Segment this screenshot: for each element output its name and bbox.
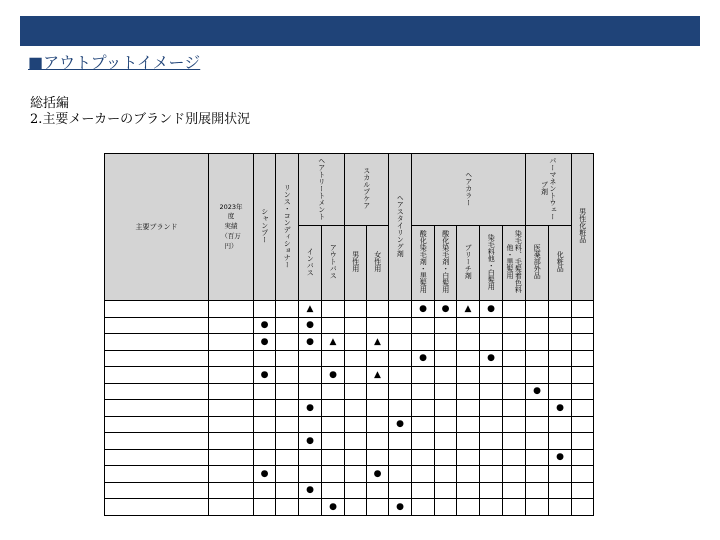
mark-cell (572, 301, 594, 318)
mark-cell (572, 433, 594, 450)
mark-cell: ● (254, 466, 276, 483)
mark-cell (526, 482, 549, 499)
brand-header: 主要ブランド (105, 154, 209, 301)
mark-cell (254, 383, 276, 400)
mark-cell (345, 301, 367, 318)
mark-cell (299, 350, 322, 367)
perf-cell (209, 350, 254, 367)
mark-cell (526, 350, 549, 367)
mark-cell (457, 482, 480, 499)
perf-cell (209, 301, 254, 318)
mark-cell (322, 383, 345, 400)
mark-cell: ● (254, 367, 276, 384)
mark-cell (480, 400, 503, 417)
mark-cell (457, 466, 480, 483)
mark-cell (276, 482, 299, 499)
header-hc-dye-black: 染毛料、毛髪着色料他・黒髪用 (503, 226, 526, 301)
mark-cell (322, 482, 345, 499)
table-row (105, 499, 594, 516)
mark-cell: ● (299, 433, 322, 450)
mark-cell (503, 367, 526, 384)
brand-cell (105, 416, 209, 433)
perf-cell (209, 383, 254, 400)
perf-cell (209, 317, 254, 334)
brand-matrix-table (104, 153, 594, 516)
header-hc-black: 酸化染毛剤・黒髪用 (412, 226, 435, 301)
perf-cell (209, 334, 254, 351)
mark-cell (503, 350, 526, 367)
mark-cell (435, 334, 457, 351)
mark-cell: ● (526, 383, 549, 400)
mark-cell (345, 317, 367, 334)
mark-cell (322, 317, 345, 334)
header-perm: パーマネントウェーブ剤 (526, 154, 572, 226)
mark-cell (457, 499, 480, 516)
mark-cell (367, 449, 389, 466)
mark-cell (457, 367, 480, 384)
header-quasi-drug: 医薬部外品 (526, 226, 549, 301)
mark-cell (435, 433, 457, 450)
mark-cell (412, 400, 435, 417)
header-mens: 男性化粧品 (572, 154, 594, 301)
mark-cell (276, 367, 299, 384)
mark-cell (503, 416, 526, 433)
mark-cell (457, 383, 480, 400)
brand-cell (105, 400, 209, 417)
mark-cell: ▲ (367, 334, 389, 351)
mark-cell (389, 334, 412, 351)
mark-cell: ● (480, 301, 503, 318)
mark-cell (435, 416, 457, 433)
mark-cell (412, 433, 435, 450)
header-male: 男性用 (345, 226, 367, 301)
mark-cell (389, 466, 412, 483)
mark-cell (389, 400, 412, 417)
mark-cell (254, 499, 276, 516)
mark-cell (276, 466, 299, 483)
mark-cell: ● (549, 400, 572, 417)
mark-cell (322, 466, 345, 483)
header-banner (20, 16, 700, 46)
mark-cell: ● (412, 301, 435, 318)
mark-cell (345, 416, 367, 433)
mark-cell (435, 350, 457, 367)
mark-cell (503, 449, 526, 466)
mark-cell: ▲ (367, 367, 389, 384)
mark-cell (480, 334, 503, 351)
mark-cell (322, 449, 345, 466)
mark-cell (254, 350, 276, 367)
mark-cell (549, 499, 572, 516)
mark-cell (389, 449, 412, 466)
header-hc-dye-white: 染毛料他・白髪用 (480, 226, 503, 301)
mark-cell (367, 499, 389, 516)
table-row (105, 400, 594, 417)
mark-cell (503, 317, 526, 334)
perf-cell (209, 499, 254, 516)
mark-cell (572, 383, 594, 400)
mark-cell (572, 350, 594, 367)
header-cosmetic: 化粧品 (549, 226, 572, 301)
mark-cell (435, 482, 457, 499)
mark-cell (549, 334, 572, 351)
mark-cell: ▲ (299, 301, 322, 318)
mark-cell (276, 499, 299, 516)
mark-cell: ▲ (457, 301, 480, 318)
mark-cell (367, 416, 389, 433)
mark-cell (457, 449, 480, 466)
mark-cell: ● (299, 334, 322, 351)
perf-cell (209, 482, 254, 499)
mark-cell (457, 400, 480, 417)
mark-cell (457, 416, 480, 433)
perf-cell (209, 367, 254, 384)
table-row (105, 383, 594, 400)
mark-cell (389, 350, 412, 367)
mark-cell (412, 317, 435, 334)
mark-cell (549, 383, 572, 400)
mark-cell (367, 301, 389, 318)
mark-cell (412, 334, 435, 351)
mark-cell (322, 416, 345, 433)
mark-cell (549, 317, 572, 334)
mark-cell (299, 383, 322, 400)
mark-cell (572, 334, 594, 351)
mark-cell (345, 449, 367, 466)
mark-cell (435, 383, 457, 400)
mark-cell (254, 416, 276, 433)
mark-cell (572, 482, 594, 499)
mark-cell (299, 466, 322, 483)
mark-cell (276, 383, 299, 400)
mark-cell (480, 416, 503, 433)
mark-cell (480, 449, 503, 466)
mark-cell (549, 433, 572, 450)
mark-cell (572, 317, 594, 334)
perf-cell (209, 416, 254, 433)
mark-cell: ● (549, 449, 572, 466)
mark-cell: ● (322, 367, 345, 384)
mark-cell (389, 482, 412, 499)
header-inbath: インバス (299, 226, 322, 301)
mark-cell (572, 367, 594, 384)
brand-cell (105, 301, 209, 318)
mark-cell (276, 433, 299, 450)
table-row (105, 416, 594, 433)
mark-cell (412, 499, 435, 516)
mark-cell (549, 416, 572, 433)
header-outbath: アウトバス (322, 226, 345, 301)
mark-cell (503, 482, 526, 499)
mark-cell (276, 350, 299, 367)
mark-cell (435, 499, 457, 516)
table-row (105, 350, 594, 367)
mark-cell (299, 416, 322, 433)
mark-cell (389, 433, 412, 450)
table-row (105, 334, 594, 351)
mark-cell (549, 367, 572, 384)
mark-cell (435, 317, 457, 334)
mark-cell (412, 482, 435, 499)
mark-cell (276, 400, 299, 417)
brand-cell (105, 317, 209, 334)
mark-cell: ● (299, 400, 322, 417)
mark-cell (299, 367, 322, 384)
section-title-link[interactable]: ■アウトプットイメージ (28, 53, 201, 72)
mark-cell (526, 416, 549, 433)
mark-cell (572, 499, 594, 516)
mark-cell (435, 367, 457, 384)
mark-cell: ● (389, 499, 412, 516)
brand-cell (105, 334, 209, 351)
mark-cell (254, 400, 276, 417)
mark-cell (299, 499, 322, 516)
mark-cell (457, 433, 480, 450)
mark-cell (526, 301, 549, 318)
mark-cell (345, 433, 367, 450)
brand-cell (105, 350, 209, 367)
perf-cell (209, 449, 254, 466)
mark-cell (254, 482, 276, 499)
mark-cell (457, 334, 480, 351)
mark-cell (345, 482, 367, 499)
table-row (105, 433, 594, 450)
mark-cell (389, 301, 412, 318)
mark-cell (367, 400, 389, 417)
mark-cell (345, 334, 367, 351)
mark-cell (480, 383, 503, 400)
mark-cell (254, 433, 276, 450)
mark-cell (549, 301, 572, 318)
mark-cell (412, 466, 435, 483)
mark-cell (412, 416, 435, 433)
mark-cell (526, 499, 549, 516)
mark-cell (503, 499, 526, 516)
mark-cell (526, 449, 549, 466)
mark-cell (389, 317, 412, 334)
mark-cell (276, 317, 299, 334)
mark-cell (526, 317, 549, 334)
mark-cell (503, 433, 526, 450)
mark-cell (367, 433, 389, 450)
mark-cell: ● (435, 301, 457, 318)
mark-cell (526, 334, 549, 351)
header-hc-bleach: ブリーチ剤 (457, 226, 480, 301)
header-treatment: ヘアトリートメント (299, 154, 345, 226)
header-hc-white: 酸化染毛剤・白髪用 (435, 226, 457, 301)
mark-cell (345, 383, 367, 400)
mark-cell (480, 433, 503, 450)
header-styling: ヘアスタイリング剤 (389, 154, 412, 301)
heading-subtitle: 2.主要メーカーのブランド別展開状況 (30, 112, 251, 127)
mark-cell (435, 449, 457, 466)
mark-cell: ● (367, 466, 389, 483)
mark-cell (480, 482, 503, 499)
mark-cell (276, 449, 299, 466)
header-haircolor: ヘアカラー (412, 154, 526, 226)
mark-cell (345, 400, 367, 417)
mark-cell (345, 350, 367, 367)
brand-cell (105, 367, 209, 384)
mark-cell (549, 350, 572, 367)
mark-cell (526, 367, 549, 384)
mark-cell (503, 466, 526, 483)
mark-cell (480, 499, 503, 516)
mark-cell: ● (299, 482, 322, 499)
mark-cell (412, 367, 435, 384)
mark-cell (367, 482, 389, 499)
mark-cell (526, 400, 549, 417)
mark-cell (572, 466, 594, 483)
mark-cell (322, 433, 345, 450)
mark-cell (276, 334, 299, 351)
mark-cell (526, 466, 549, 483)
mark-cell (299, 449, 322, 466)
mark-cell (503, 400, 526, 417)
brand-cell (105, 383, 209, 400)
mark-cell (572, 400, 594, 417)
mark-cell (367, 383, 389, 400)
brand-cell (105, 466, 209, 483)
brand-cell (105, 433, 209, 450)
mark-cell (480, 317, 503, 334)
table-row (105, 317, 594, 334)
mark-cell (322, 301, 345, 318)
mark-cell (412, 449, 435, 466)
mark-cell (367, 317, 389, 334)
header-shampoo: シャンプー (254, 154, 276, 301)
mark-cell (549, 482, 572, 499)
mark-cell: ● (412, 350, 435, 367)
mark-cell (345, 499, 367, 516)
mark-cell: ● (254, 334, 276, 351)
table-row (105, 301, 594, 318)
perf-cell (209, 466, 254, 483)
table-row (105, 367, 594, 384)
mark-cell (503, 334, 526, 351)
table-row (105, 482, 594, 499)
header-rinse: リンス・コンディショナー (276, 154, 299, 301)
mark-cell (526, 433, 549, 450)
mark-cell (435, 466, 457, 483)
mark-cell (276, 416, 299, 433)
mark-cell (389, 367, 412, 384)
mark-cell (480, 466, 503, 483)
mark-cell (345, 367, 367, 384)
mark-cell (435, 400, 457, 417)
table-row (105, 449, 594, 466)
table-body (105, 301, 594, 516)
mark-cell (480, 367, 503, 384)
mark-cell: ● (322, 499, 345, 516)
mark-cell: ● (389, 416, 412, 433)
mark-cell (322, 350, 345, 367)
perf-cell (209, 433, 254, 450)
mark-cell (322, 400, 345, 417)
header-scalp: スカルプケア (345, 154, 389, 226)
heading-summary: 総括編 (30, 96, 70, 111)
mark-cell (572, 449, 594, 466)
brand-cell (105, 482, 209, 499)
mark-cell (412, 383, 435, 400)
mark-cell (503, 383, 526, 400)
mark-cell: ● (299, 317, 322, 334)
mark-cell (457, 317, 480, 334)
mark-cell (254, 449, 276, 466)
mark-cell (345, 466, 367, 483)
mark-cell: ▲ (322, 334, 345, 351)
perf-header: 2023年 度 実績 （百万 円） (209, 154, 254, 301)
mark-cell: ● (480, 350, 503, 367)
mark-cell (389, 383, 412, 400)
mark-cell (503, 301, 526, 318)
mark-cell (254, 301, 276, 318)
table-row (105, 466, 594, 483)
header-female: 女性用 (367, 226, 389, 301)
mark-cell (367, 350, 389, 367)
mark-cell (457, 350, 480, 367)
brand-cell (105, 499, 209, 516)
mark-cell (572, 416, 594, 433)
mark-cell (549, 466, 572, 483)
brand-cell (105, 449, 209, 466)
perf-cell (209, 400, 254, 417)
mark-cell (276, 301, 299, 318)
mark-cell: ● (254, 317, 276, 334)
